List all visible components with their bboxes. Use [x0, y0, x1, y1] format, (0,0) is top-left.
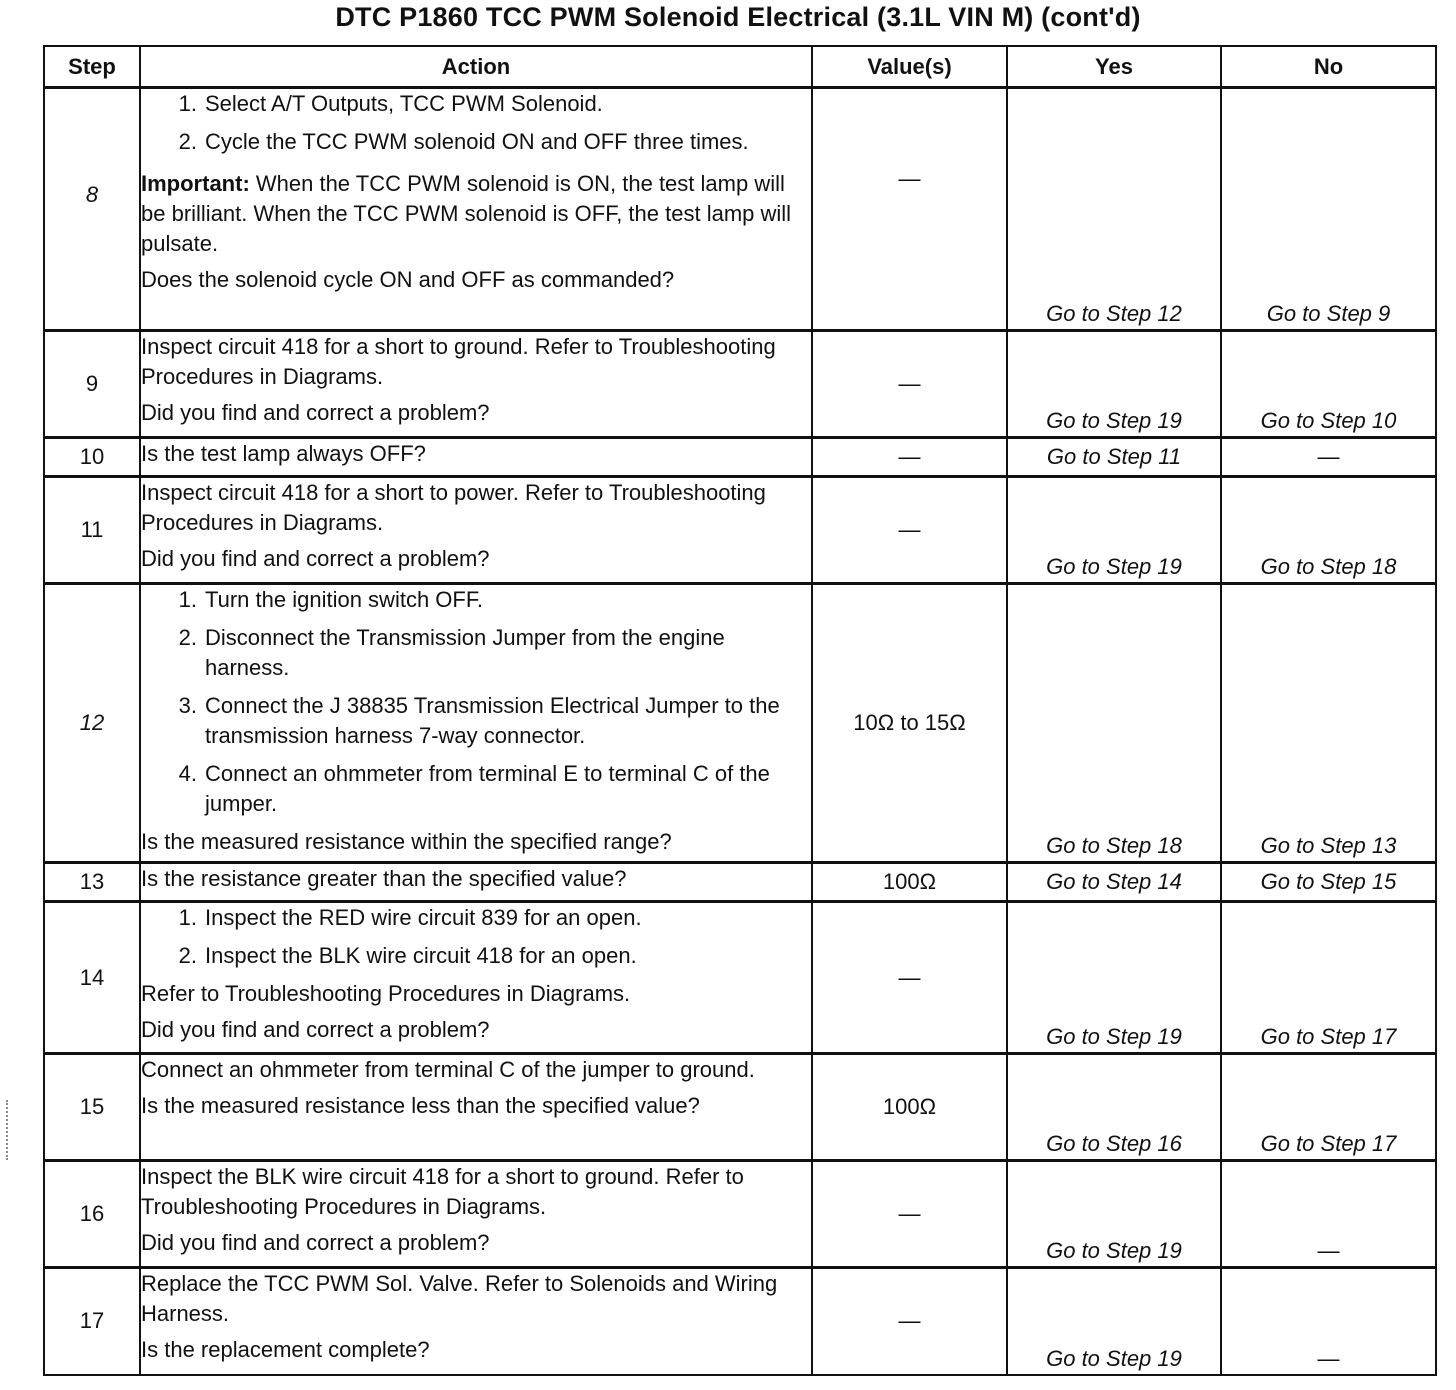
- value-cell: —: [812, 1161, 1007, 1268]
- action-text: Refer to Troubleshooting Procedures in Diagrams.: [141, 981, 631, 1006]
- question-text: Did you find and correct a problem?: [141, 400, 490, 425]
- action-cell: [140, 863, 812, 902]
- action-text: Inspect circuit 418 for a short to ground. Refer to Troubleshooting Procedures in Diagrams.: [141, 334, 776, 389]
- yes-cell: Go to Step 19: [1007, 331, 1221, 438]
- question-text: Did you find and correct a problem?: [141, 1230, 490, 1255]
- action-cell: [140, 331, 812, 438]
- page-title: DTC P1860 TCC PWM Solenoid Electrical (3.1L VIN M) (cont'd): [335, 2, 1141, 32]
- header-row: [44, 46, 1436, 88]
- scan-edge-mark: [6, 1100, 10, 1160]
- step-number: 8: [44, 88, 140, 331]
- action-cell: [140, 438, 812, 477]
- table-row-step-10: [44, 438, 1436, 477]
- action-cell: [140, 1268, 812, 1375]
- table-row-step-15: [44, 1054, 1436, 1161]
- table-row-step-11: [44, 477, 1436, 584]
- yes-cell: Go to Step 11: [1007, 438, 1221, 477]
- value-cell: —: [812, 477, 1007, 584]
- step-number: 15: [44, 1054, 140, 1161]
- question-text: Did you find and correct a problem?: [141, 1017, 490, 1042]
- no-cell: —: [1221, 438, 1436, 477]
- numbered-item: 2. Cycle the TCC PWM solenoid ON and OFF three times.: [178, 129, 749, 154]
- question-text: Did you find and correct a problem?: [141, 546, 490, 571]
- question-text: Is the test lamp always OFF?: [141, 441, 426, 466]
- header-value: Value(s): [812, 46, 1007, 88]
- table-row-step-8: [44, 88, 1436, 331]
- action-cell: [140, 477, 812, 584]
- question-text: Is the measured resistance less than the specified value?: [141, 1093, 700, 1118]
- question-text: Is the resistance greater than the specified value?: [141, 866, 627, 891]
- numbered-item: 2. Inspect the BLK wire circuit 418 for an open.: [178, 943, 637, 968]
- yes-cell: Go to Step 16: [1007, 1054, 1221, 1161]
- action-cell: [140, 88, 812, 331]
- important-note: Important: When the TCC PWM solenoid is ON, the test lamp will be brilliant. When the TCC PWM solenoid is OFF, the test lamp will pulsate.: [141, 171, 792, 256]
- step-number: 10: [44, 438, 140, 477]
- no-cell: Go to Step 17: [1221, 1054, 1436, 1161]
- no-cell: Go to Step 13: [1221, 584, 1436, 863]
- yes-cell: Go to Step 14: [1007, 863, 1221, 902]
- no-cell: Go to Step 15: [1221, 863, 1436, 902]
- numbered-item: 1. Select A/T Outputs, TCC PWM Solenoid.: [178, 91, 603, 116]
- table-row-step-12: [44, 584, 1436, 863]
- step-number: 14: [44, 902, 140, 1054]
- yes-cell: Go to Step 19: [1007, 1268, 1221, 1375]
- yes-cell: Go to Step 12: [1007, 88, 1221, 331]
- no-cell: Go to Step 17: [1221, 902, 1436, 1054]
- table-row-step-14: [44, 902, 1436, 1054]
- numbered-item: 1. Inspect the RED wire circuit 839 for an open.: [178, 905, 642, 930]
- table-row-step-13: [44, 863, 1436, 902]
- value-cell: 100Ω: [812, 863, 1007, 902]
- step-number: 9: [44, 331, 140, 438]
- question-text: Does the solenoid cycle ON and OFF as commanded?: [141, 267, 675, 292]
- no-cell: —: [1221, 1268, 1436, 1375]
- step-number: 13: [44, 863, 140, 902]
- value-cell: 10Ω to 15Ω: [812, 584, 1007, 863]
- table-row-step-17: [44, 1268, 1436, 1375]
- action-cell: [140, 902, 812, 1054]
- step-number: 12: [44, 584, 140, 863]
- header-yes: Yes: [1007, 46, 1221, 88]
- table-row-step-16: [44, 1161, 1436, 1268]
- action-cell: [140, 584, 812, 863]
- no-cell: Go to Step 9: [1221, 88, 1436, 331]
- no-cell: Go to Step 10: [1221, 331, 1436, 438]
- yes-cell: Go to Step 18: [1007, 584, 1221, 863]
- value-cell: —: [812, 88, 1007, 331]
- value-cell: —: [812, 902, 1007, 1054]
- value-cell: 100Ω: [812, 1054, 1007, 1161]
- no-cell: —: [1221, 1161, 1436, 1268]
- step-number: 11: [44, 477, 140, 584]
- value-cell: —: [812, 331, 1007, 438]
- numbered-item: 2. Disconnect the Transmission Jumper from the engine harness.: [178, 625, 725, 680]
- diagnostic-table: [43, 45, 1437, 1376]
- table-row-step-9: [44, 331, 1436, 438]
- question-text: Is the measured resistance within the specified range?: [141, 829, 672, 854]
- header-action: Action: [140, 46, 812, 88]
- header-no: No: [1221, 46, 1436, 88]
- header-step: Step: [44, 46, 140, 88]
- action-cell: [140, 1161, 812, 1268]
- action-text: Inspect the BLK wire circuit 418 for a short to ground. Refer to Troubleshooting Procedures in Diagrams.: [141, 1164, 744, 1219]
- step-number: 16: [44, 1161, 140, 1268]
- action-text: Inspect circuit 418 for a short to power. Refer to Troubleshooting Procedures in Diagrams.: [141, 480, 766, 535]
- numbered-item: 3. Connect the J 38835 Transmission Electrical Jumper to the transmission harness 7-way connector.: [178, 693, 780, 748]
- yes-cell: Go to Step 19: [1007, 902, 1221, 1054]
- yes-cell: Go to Step 19: [1007, 477, 1221, 584]
- numbered-item: 4. Connect an ohmmeter from terminal E to terminal C of the jumper.: [178, 761, 770, 816]
- action-text: Connect an ohmmeter from terminal C of the jumper to ground.: [141, 1057, 755, 1082]
- action-cell: [140, 1054, 812, 1161]
- value-cell: —: [812, 1268, 1007, 1375]
- yes-cell: Go to Step 19: [1007, 1161, 1221, 1268]
- value-cell: —: [812, 438, 1007, 477]
- numbered-item: 1. Turn the ignition switch OFF.: [178, 587, 483, 612]
- question-text: Is the replacement complete?: [141, 1337, 430, 1362]
- step-number: 17: [44, 1268, 140, 1375]
- no-cell: Go to Step 18: [1221, 477, 1436, 584]
- action-text: Replace the TCC PWM Sol. Valve. Refer to Solenoids and Wiring Harness.: [141, 1271, 778, 1326]
